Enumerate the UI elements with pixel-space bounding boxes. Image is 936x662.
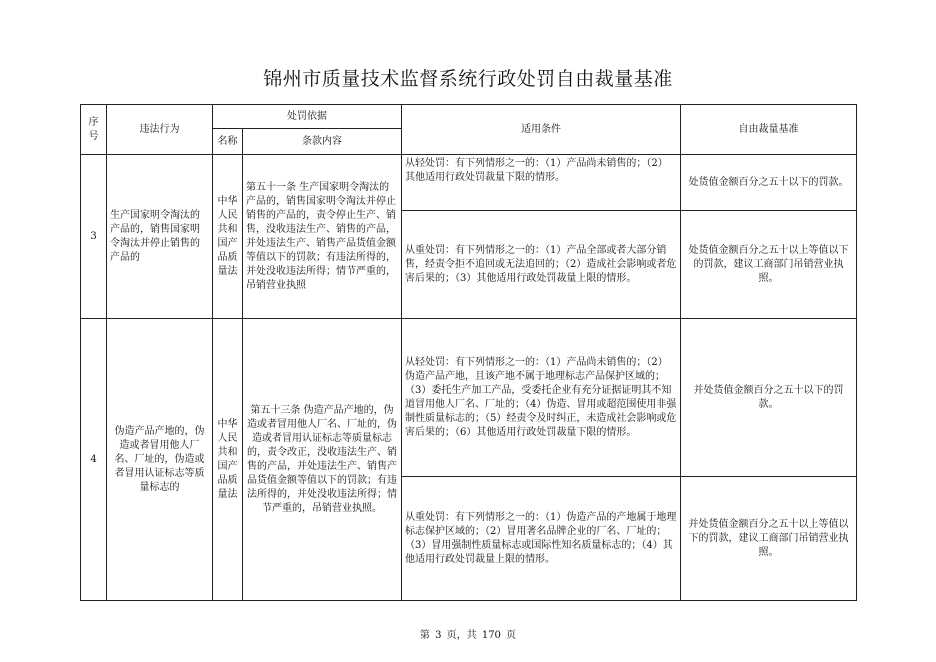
header-name: 名称: [213, 129, 243, 155]
header-conditions: 适用条件: [402, 105, 681, 155]
table-row: [81, 319, 857, 477]
page-title: 锦州市质量技术监督系统行政处罚自由裁量基准: [263, 68, 673, 90]
footer-prefix: 第: [419, 630, 430, 641]
row-clause: 第五十三条 伪造产品产地的，伪造或者冒用他人厂名、厂址的，伪造或者冒用认证标志等质量标志的，责令改正，没收违法生产、销售的产品，并处违法生产、销售产品货值金额等值以下的罚款；有违法所得的，并处没收违法所得；情节严重的，吊销营业执照。: [243, 319, 402, 601]
penalty-table: [80, 104, 857, 601]
table-row: [81, 155, 857, 211]
light-condition: 从轻处罚：有下列情形之一的：（1）产品尚未销售的；（2）伪造产品产地，且该产地不属于地理标志产品保护区域的；（3）委托生产加工产品，受委托企业有充分证据证明其不知道冒用他人厂名、厂址的；（4）伪造、冒用或超范围使用非强制性质量标志的；（5）经责令及时纠正，未造成社会影响或危害后果的；（6）其他适用行政处罚裁量下限的情形。: [402, 319, 681, 477]
row-violation: 生产国家明令淘汰的产品的，销售国家明令淘汰并停止销售的产品的: [107, 155, 213, 319]
footer-suffix: 页: [506, 630, 517, 641]
light-standard: 处货值金额百分之五十以下的罚款。: [681, 155, 857, 211]
row-law-name: 中华人民共和国产品质量法: [213, 155, 243, 319]
footer-total-pages: 170: [481, 630, 501, 641]
light-condition: 从轻处罚：有下列情形之一的：（1）产品尚未销售的；（2）其他适用行政处罚裁量下限的情形。: [402, 155, 681, 211]
header-seq: 序号: [81, 105, 107, 155]
header-basis: 处罚依据: [213, 105, 402, 129]
row-violation: 伪造产品产地的，伪造或者冒用他人厂名、厂址的，伪造或者冒用认证标志等质量标志的: [107, 319, 213, 601]
header-clause: 条款内容: [243, 129, 402, 155]
footer-page-number: 3: [435, 630, 442, 641]
heavy-condition: 从重处罚：有下列情形之一的：（1）产品全部或者大部分销售，经责令拒不追回或无法追回的；（2）造成社会影响或者危害后果的；（3）其他适用行政处罚裁量上限的情形。: [402, 211, 681, 319]
header-row: [81, 105, 857, 129]
heavy-standard: 并处货值金额百分之五十以上等值以下的罚款，建议工商部门吊销营业执照。: [681, 477, 857, 601]
page-footer: [0, 626, 936, 641]
footer-mid: 页，共: [446, 630, 477, 641]
row-seq: 3: [81, 155, 107, 319]
header-standard: 自由裁量基准: [681, 105, 857, 155]
light-standard: 并处货值金额百分之五十以下的罚款。: [681, 319, 857, 477]
row-seq: 4: [81, 319, 107, 601]
header-violation: 违法行为: [107, 105, 213, 155]
row-clause: 第五十一条 生产国家明令淘汰的产品的，销售国家明令淘汰并停止销售的产品的，责令停止生产、销售，没收违法生产、销售的产品，并处违法生产、销售产品货值金额等值以下的罚款；有违法所得的，并处没收违法所得；情节严重的，吊销营业执照: [243, 155, 402, 319]
heavy-standard: 处货值金额百分之五十以上等值以下的罚款，建议工商部门吊销营业执照。: [681, 211, 857, 319]
row-law-name: 中华人民共和国产品质量法: [213, 319, 243, 601]
heavy-condition: 从重处罚：有下列情形之一的：（1）伪造产品的产地属于地理标志保护区域的；（2）冒用著名品牌企业的厂名、厂址的；（3）冒用强制性质量标志或国际性知名质量标志的；（4）其他适用行政处罚裁量上限的情形。: [402, 477, 681, 601]
